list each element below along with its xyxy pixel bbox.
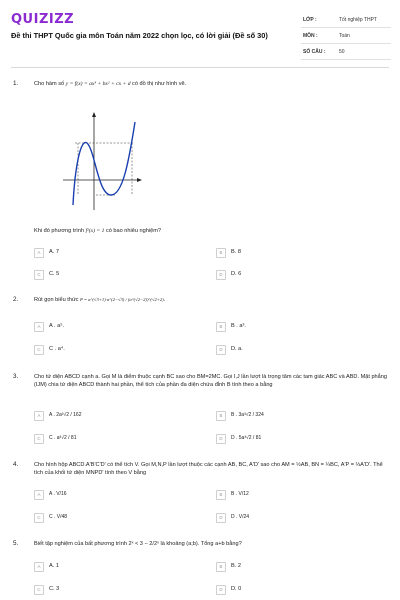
meta-key-count: SỐ CÂU : <box>303 49 326 55</box>
q4-option-a[interactable] <box>34 490 200 500</box>
q3-option-a[interactable] <box>34 411 200 421</box>
followup-pre: Khi đó phương trình <box>34 228 86 234</box>
q2-option-c[interactable] <box>34 345 200 355</box>
option-text: C. 5 <box>49 271 60 277</box>
cubic-function-graph <box>43 110 143 215</box>
q5-option-d[interactable] <box>216 585 382 595</box>
meta-key-class: LỚP : <box>303 17 317 23</box>
question-text <box>34 296 389 304</box>
option-text: A. 7 <box>49 249 59 255</box>
option-box-a: A <box>34 248 44 258</box>
option-text: A . V/16 <box>49 491 67 497</box>
question-followup-text <box>34 227 389 235</box>
meta-key-subject: MÔN : <box>303 33 318 39</box>
option-text: B. 2 <box>231 563 241 569</box>
y-axis-arrow-icon <box>92 112 96 117</box>
question-text <box>34 80 389 88</box>
q3-option-b[interactable] <box>216 411 382 421</box>
option-text: C . a³√2 / 81 <box>49 435 77 441</box>
option-text: A. 1 <box>49 563 59 569</box>
option-box-a: A <box>34 322 44 332</box>
q3-option-d[interactable] <box>216 434 382 444</box>
q4-option-d[interactable] <box>216 513 382 523</box>
option-box-c: C <box>34 434 44 444</box>
option-box-d: D <box>216 270 226 280</box>
option-box-b: B <box>216 411 226 421</box>
document-title: Đề thi THPT Quốc gia môn Toán năm 2022 chọn lọc, có lời giải (Đề số 30) <box>11 31 268 40</box>
meta-row-class <box>301 12 391 28</box>
option-text: B . a³. <box>231 323 246 329</box>
option-text: B . V/12 <box>231 491 249 497</box>
option-text: D. a. <box>231 346 243 352</box>
q2-option-a[interactable] <box>34 322 200 332</box>
q1-option-d[interactable] <box>216 270 382 280</box>
question-text: Cho tứ diện ABCD cạnh a. Gọi M là điểm thuộc cạnh BC sao cho BM=2MC. Gọi I,J lần lượt là trọng tâm các tam giác ABC và ABD. Mặt phẳng (IJM) chia tứ diện ABCD thành hai phần, thể tích của phần đa diện chứa đỉnh B tính theo a bằng <box>34 374 388 388</box>
q4-option-b[interactable] <box>216 490 382 500</box>
quizizz-logo: QUIZIZZ <box>11 12 75 27</box>
q5-option-a[interactable] <box>34 562 200 572</box>
option-box-a: A <box>34 490 44 500</box>
option-text: B . 3a³√2 / 324 <box>231 412 264 418</box>
q2-option-b[interactable] <box>216 322 382 332</box>
header-divider <box>11 67 389 68</box>
option-box-d: D <box>216 345 226 355</box>
option-text: A . a⁵. <box>49 323 65 329</box>
option-text: C . V/48 <box>49 514 68 520</box>
option-box-c: C <box>34 585 44 595</box>
option-box-d: D <box>216 585 226 595</box>
meta-table <box>301 12 391 60</box>
option-text: D. 6 <box>231 271 242 277</box>
question-text: Cho hình hộp ABCD.A'B'C'D' có thể tích V. Gọi M,N,P lần lượt thuộc các cạnh AB, BC, A'D' sao cho AM = ½AB, BN = ¼BC, A'P = ⅓A'D'. Thể tích của khối tứ diện MNPD' tính theo V bằng <box>34 462 383 476</box>
followup-formula: f²(x) = 1 <box>85 228 105 234</box>
option-text: D. 0 <box>231 586 242 592</box>
meta-value-subject: Toán <box>339 33 350 39</box>
question-number: 2. <box>13 296 19 303</box>
x-axis-arrow-icon <box>137 178 142 182</box>
question-number: 4. <box>13 461 19 468</box>
meta-value-class: Tốt nghiệp THPT <box>339 17 377 23</box>
followup-post: có bao nhiêu nghiệm? <box>104 228 161 234</box>
question-text-pre: Cho hàm số <box>34 81 66 87</box>
q5-option-b[interactable] <box>216 562 382 572</box>
q5-option-c[interactable] <box>34 585 200 595</box>
question-formula: y = f(x) = ax³ + bx² + cx + d <box>65 81 131 87</box>
question-number: 1. <box>13 80 19 87</box>
q1-option-c[interactable] <box>34 270 200 280</box>
option-text: D . 5a³√2 / 81 <box>231 435 262 441</box>
option-box-d: D <box>216 434 226 444</box>
q3-option-c[interactable] <box>34 434 200 444</box>
option-box-a: A <box>34 562 44 572</box>
question-text-pre: Rút gọn biểu thức <box>34 297 81 303</box>
option-text: C. 3 <box>49 586 60 592</box>
question-text-post: có đồ thị như hình vẽ. <box>130 81 187 87</box>
option-box-b: B <box>216 248 226 258</box>
q1-option-a[interactable] <box>34 248 200 258</box>
question-text: Biết tập nghiệm của bất phương trình 2ˣ < 3 − 2/2ˣ là khoảng (a;b). Tổng a+b bằng? <box>34 541 242 547</box>
option-box-c: C <box>34 270 44 280</box>
question-formula: P = a^(√3+1)·a^(2−√3) / (a^(√2−2))^(√2+2) <box>80 297 164 302</box>
option-text: D . V/24 <box>231 514 250 520</box>
q1-option-b[interactable] <box>216 248 382 258</box>
option-box-d: D <box>216 513 226 523</box>
option-text: C . a⁴. <box>49 346 65 352</box>
meta-value-count: 50 <box>339 49 345 55</box>
option-box-b: B <box>216 322 226 332</box>
option-box-b: B <box>216 490 226 500</box>
option-text: B. 8 <box>231 249 241 255</box>
option-box-b: B <box>216 562 226 572</box>
option-box-a: A <box>34 411 44 421</box>
cubic-curve <box>73 122 135 205</box>
meta-row-count <box>301 44 391 60</box>
question-number: 3. <box>13 373 19 380</box>
option-box-c: C <box>34 345 44 355</box>
q4-option-c[interactable] <box>34 513 200 523</box>
option-box-c: C <box>34 513 44 523</box>
meta-row-subject <box>301 28 391 44</box>
option-text: A . 2a³√2 / 162 <box>49 412 82 418</box>
question-number: 5. <box>13 540 19 547</box>
question-text-post: . <box>163 297 166 303</box>
q2-option-d[interactable] <box>216 345 382 355</box>
